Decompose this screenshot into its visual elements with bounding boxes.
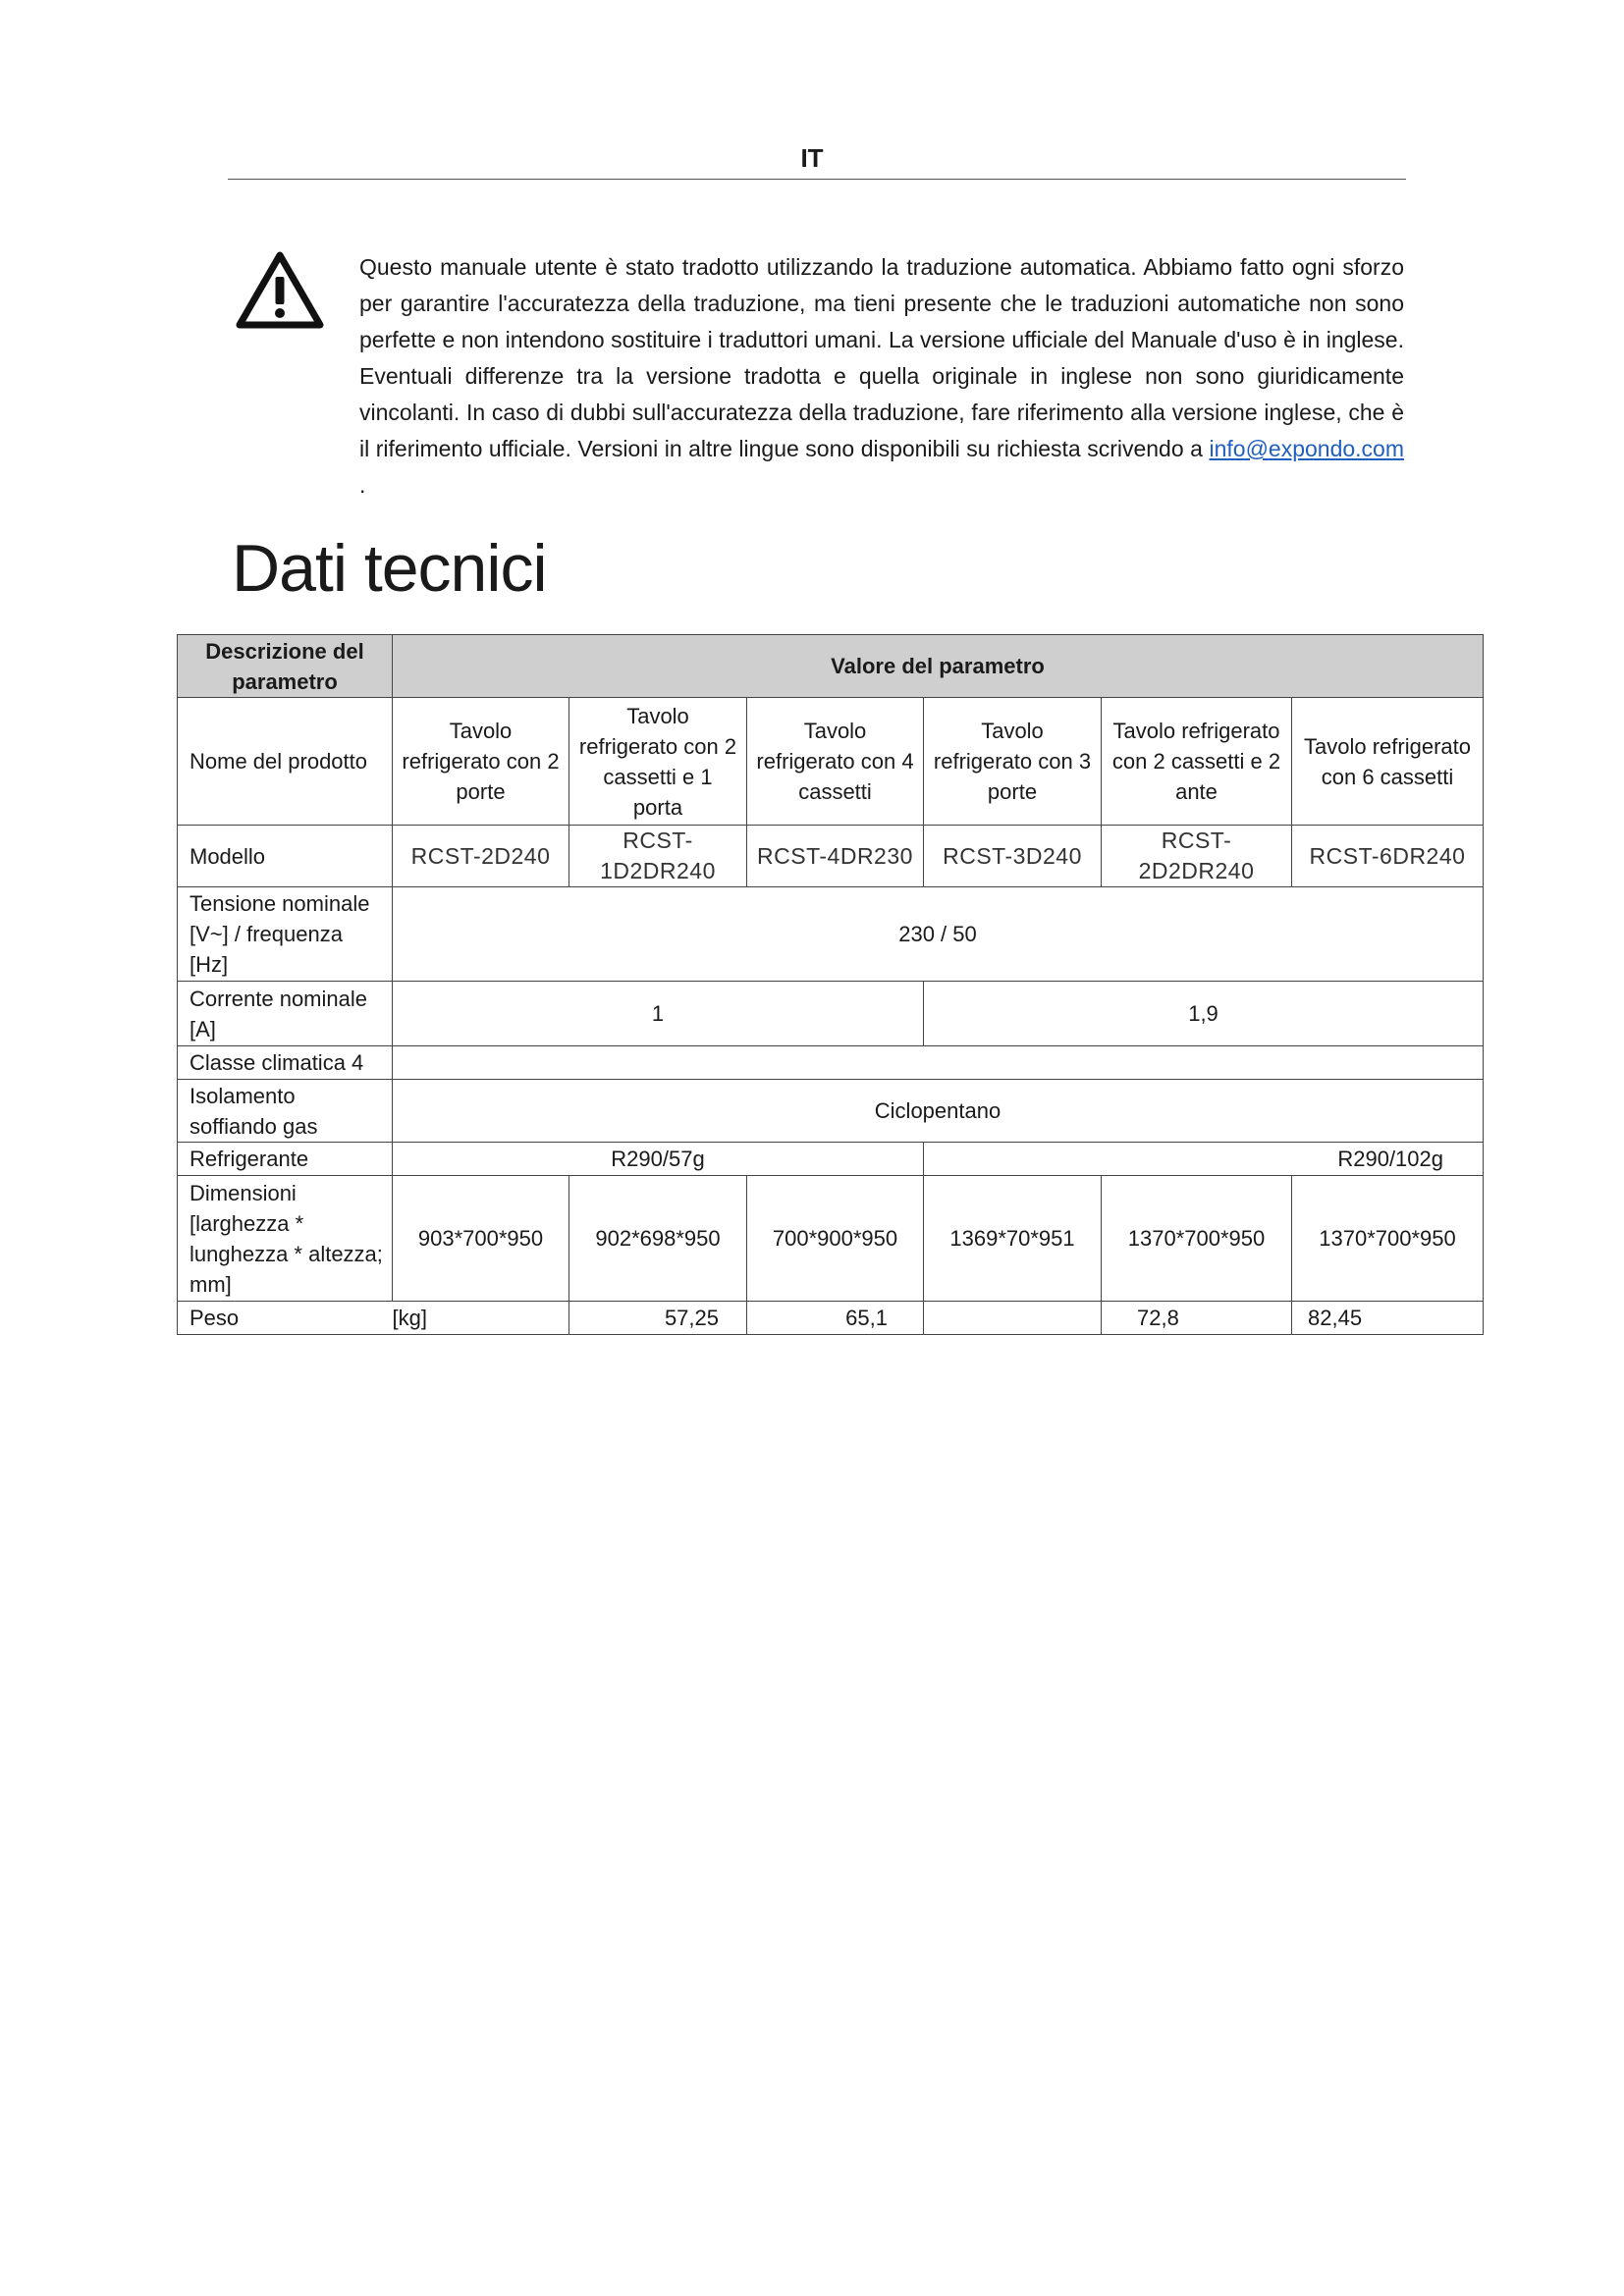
name-cell: Tavolo refrigerato con 3 porte	[924, 698, 1102, 826]
row-model	[178, 826, 1484, 887]
row-refrigerant	[178, 1143, 1484, 1176]
header-param: Descrizione del parametro	[178, 635, 393, 698]
section-title: Dati tecnici	[232, 531, 547, 606]
weight-cell: 65,1	[747, 1302, 924, 1335]
label-refrigerant: Refrigerante	[178, 1143, 393, 1176]
row-product-name	[178, 698, 1484, 826]
dimension-cell: 1369*70*951	[924, 1176, 1102, 1302]
row-current	[178, 982, 1484, 1046]
model-cell: RCST-4DR230	[747, 826, 924, 887]
label-current: Corrente nominale [A]	[178, 982, 393, 1046]
model-cell: RCST-2D240	[393, 826, 569, 887]
row-voltage	[178, 887, 1484, 982]
dimension-cell: 700*900*950	[747, 1176, 924, 1302]
model-cell: RCST-3D240	[924, 826, 1102, 887]
voltage-value: 230 / 50	[393, 887, 1484, 982]
weight-unit: [kg]	[393, 1302, 569, 1335]
refrigerant-value: R290/102g	[924, 1143, 1484, 1176]
row-dimensions	[178, 1176, 1484, 1302]
label-insulation: Isolamento soffiando gas	[178, 1080, 393, 1143]
model-cell: RCST-6DR240	[1292, 826, 1484, 887]
label-voltage: Tensione nominale [V~] / frequenza [Hz]	[178, 887, 393, 982]
disclaimer-text: Questo manuale utente è stato tradotto utilizzando la traduzione automatica. Abbiamo fatto ogni sforzo per garantire l'accuratezza della traduzione, ma tieni presente che le traduzioni automatiche non sono perfette e non intendono sostituire i traduttori umani. La versione ufficiale del Manuale d'uso è in inglese. Eventuali differenze tra la versione tradotta e quella originale in inglese non sono giuridicamente vincolanti. In caso di dubbi sull'accuratezza della traduzione, fare riferimento alla versione inglese, che è il riferimento ufficiale. Versioni in altre lingue sono disponibili su richiesta scrivendo a	[359, 254, 1404, 461]
dimension-cell: 1370*700*950	[1292, 1176, 1484, 1302]
language-code: IT	[800, 143, 824, 173]
model-cell: RCST-1D2DR240	[569, 826, 747, 887]
label-climate: Classe climatica 4	[178, 1046, 393, 1080]
weight-cell: 72,8	[1102, 1302, 1292, 1335]
weight-label: Peso	[189, 1306, 240, 1330]
row-insulation	[178, 1080, 1484, 1143]
label-product-name: Nome del prodotto	[178, 698, 393, 826]
climate-value	[393, 1046, 1484, 1080]
label-weight	[178, 1302, 393, 1335]
row-climate	[178, 1046, 1484, 1080]
weight-cell-empty	[924, 1302, 1102, 1335]
row-weight	[178, 1302, 1484, 1335]
weight-cell: 82,45	[1292, 1302, 1484, 1335]
name-cell: Tavolo refrigerato con 4 cassetti	[747, 698, 924, 826]
dimension-cell: 903*700*950	[393, 1176, 569, 1302]
table-header-row	[178, 635, 1484, 698]
name-cell: Tavolo refrigerato con 2 cassetti e 1 porta	[569, 698, 747, 826]
header-divider	[228, 179, 1406, 180]
disclaimer-end: .	[359, 472, 366, 498]
header-value: Valore del parametro	[393, 635, 1484, 698]
weight-cell: 57,25	[569, 1302, 747, 1335]
translation-disclaimer	[359, 249, 1404, 504]
email-link[interactable]: info@expondo.com	[1209, 436, 1405, 461]
insulation-value: Ciclopentano	[393, 1080, 1484, 1143]
name-cell: Tavolo refrigerato con 2 porte	[393, 698, 569, 826]
name-cell: Tavolo refrigerato con 2 cassetti e 2 ante	[1102, 698, 1292, 826]
current-value: 1	[393, 982, 924, 1046]
current-value: 1,9	[924, 982, 1484, 1046]
dimension-cell: 902*698*950	[569, 1176, 747, 1302]
refrigerant-value: R290/57g	[393, 1143, 924, 1176]
name-cell: Tavolo refrigerato con 6 cassetti	[1292, 698, 1484, 826]
warning-icon	[236, 249, 324, 330]
label-dimensions: Dimensioni [larghezza * lunghezza * altezza; mm]	[178, 1176, 393, 1302]
dimension-cell: 1370*700*950	[1102, 1176, 1292, 1302]
spec-table	[177, 634, 1484, 1335]
label-model: Modello	[178, 826, 393, 887]
model-cell: RCST-2D2DR240	[1102, 826, 1292, 887]
